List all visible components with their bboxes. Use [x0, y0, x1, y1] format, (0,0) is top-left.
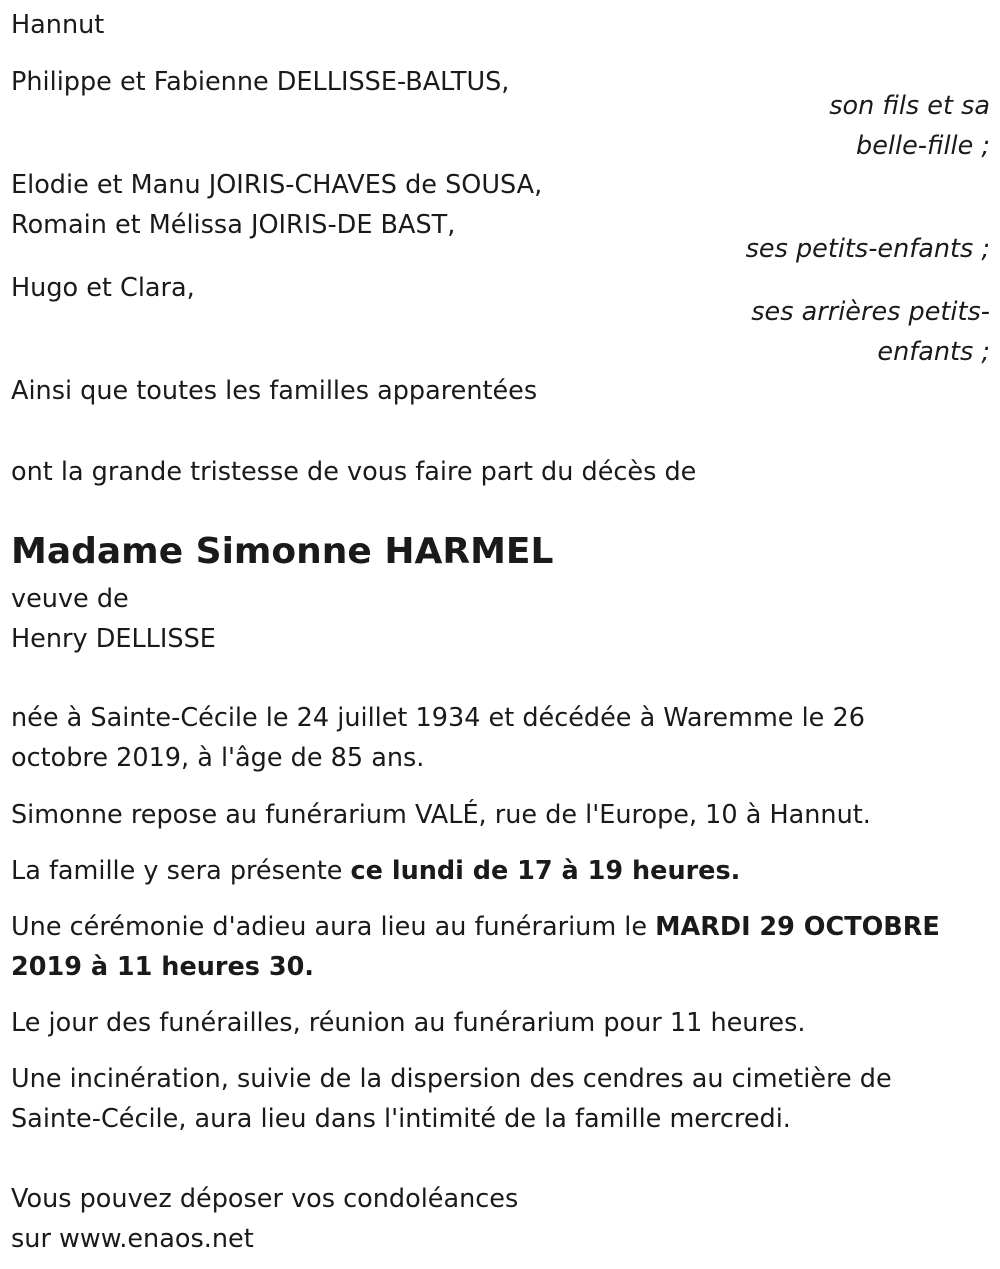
great-grandchildren-role-line1: ses arrières petits-	[751, 297, 990, 327]
family-present	[11, 851, 740, 891]
ceremony-time: 2019 à 11 heures 30.	[11, 952, 314, 982]
deceased-name: Madame Simonne HARMEL	[11, 531, 554, 572]
cremation-line2: Sainte-Cécile, aura lieu dans l'intimité de la famille mercredi.	[11, 1104, 791, 1134]
ceremony-date: MARDI 29 OCTOBRE	[655, 912, 940, 942]
grandchildren-role: ses petits-enfants ;	[745, 234, 990, 264]
son-role-line2: belle-fille ;	[856, 131, 990, 161]
condolences-line1: Vous pouvez déposer vos condoléances	[11, 1184, 519, 1214]
grandchildren-line1: Elodie et Manu JOIRIS-CHAVES de SOUSA,	[11, 170, 543, 200]
ceremony-line1	[11, 907, 940, 947]
rest-place: Simonne repose au funérarium VALÉ, rue de l'Europe, 10 à Hannut.	[11, 800, 871, 830]
widow-of-label: veuve de	[11, 584, 129, 614]
ceremony-prefix: Une cérémonie d'adieu aura lieu au funérarium le	[11, 912, 656, 942]
son-names: Philippe et Fabienne DELLISSE-BALTUS,	[11, 67, 510, 97]
announcement: ont la grande tristesse de vous faire part du décès de	[11, 457, 697, 487]
condolences-line2: sur www.enaos.net	[11, 1224, 254, 1254]
ceremony-line2	[11, 947, 314, 987]
relatives: Ainsi que toutes les familles apparentées	[11, 376, 538, 406]
family-present-prefix: La famille y sera présente	[11, 856, 351, 886]
son-role-line1: son fils et sa	[829, 91, 990, 121]
great-grandchildren: Hugo et Clara,	[11, 273, 195, 303]
birth-death-line1: née à Sainte-Cécile le 24 juillet 1934 et décédée à Waremme le 26	[11, 703, 865, 733]
grandchildren-line2: Romain et Mélissa JOIRIS-DE BAST,	[11, 210, 456, 240]
meeting: Le jour des funérailles, réunion au funérarium pour 11 heures.	[11, 1008, 806, 1038]
city: Hannut	[11, 10, 105, 40]
family-present-time: ce lundi de 17 à 19 heures.	[350, 856, 741, 886]
great-grandchildren-role-line2: enfants ;	[877, 337, 990, 367]
spouse-name: Henry DELLISSE	[11, 624, 216, 654]
cremation-line1: Une incinération, suivie de la dispersion des cendres au cimetière de	[11, 1064, 892, 1094]
birth-death-line2: octobre 2019, à l'âge de 85 ans.	[11, 743, 425, 773]
